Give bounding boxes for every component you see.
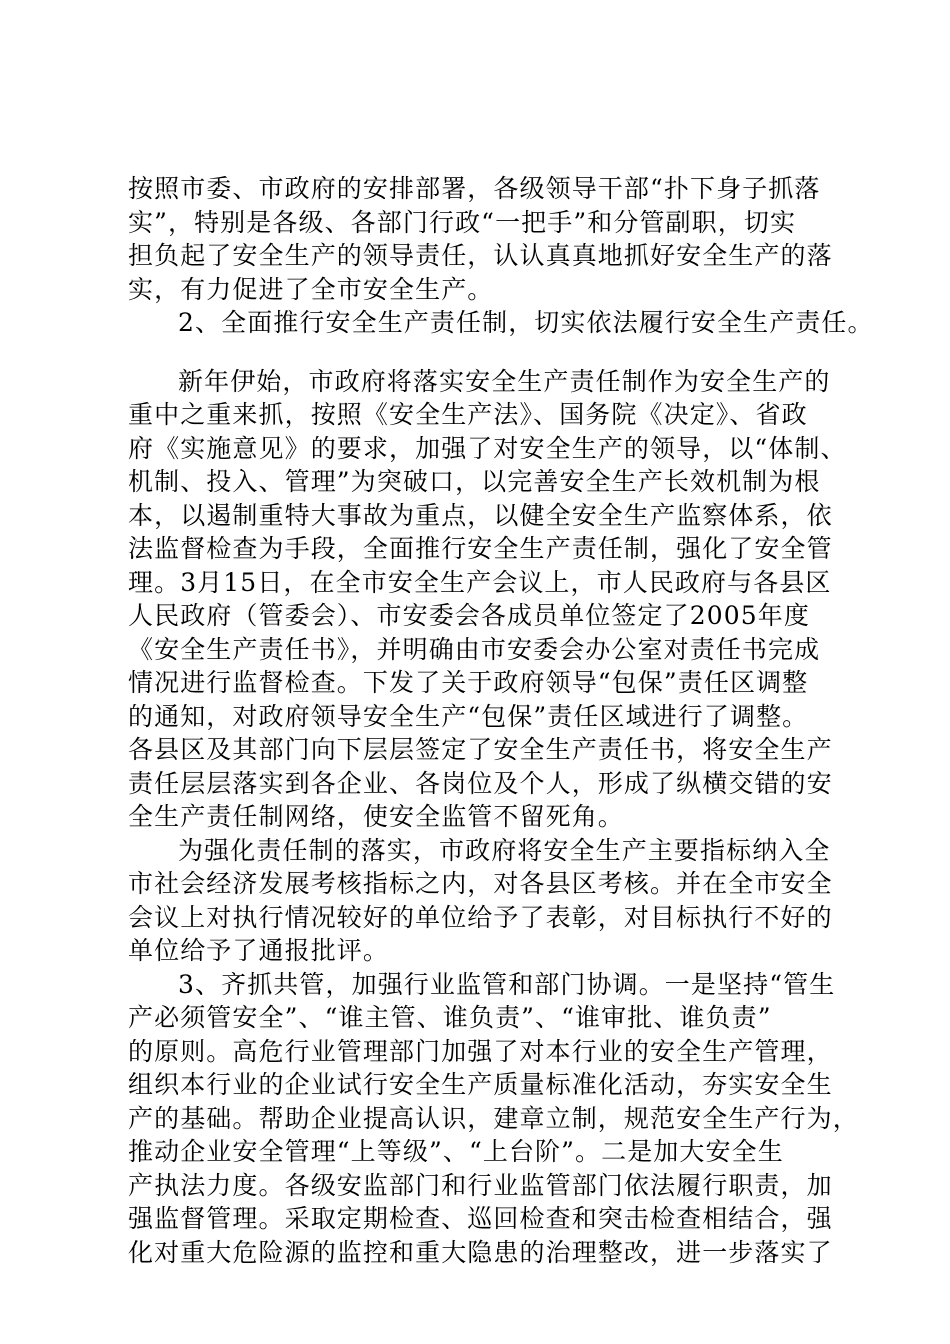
text-line: 会议上对执行情况较好的单位给予了表彰，对目标执行不好的 [128, 902, 833, 932]
text-line: 担负起了安全生产的领导责任，认认真真地抓好安全生产的落 [128, 241, 833, 270]
text-line: 产执法力度。各级安监部门和行业监管部门依法履行职责，加 [128, 1170, 833, 1200]
text-line: 全生产责任制网络，使安全监管不留死角。 [128, 802, 624, 831]
document-body [128, 172, 874, 1269]
text-line: 组织本行业的企业试行安全生产质量标准化活动，夯实安全生 [128, 1070, 833, 1099]
text-line: 推动企业安全管理“上等级”、“上台阶”。二是加大安全生 [128, 1137, 784, 1166]
text-line: 府《实施意见》的要求，加强了对安全生产的领导，以“体制、 [128, 433, 847, 463]
text-line: 按照市委、市政府的安排部署，各级领导干部“扑下身子抓落 [128, 174, 821, 203]
text-line: 化对重大危险源的监控和重大隐患的治理整改，进一步落实了 [128, 1237, 833, 1267]
text-line: 本，以遏制重特大事故为重点，以健全安全生产监察体系，依 [128, 500, 833, 530]
paragraph-gap [128, 340, 858, 365]
text-line: 实，有力促进了全市安全生产。 [128, 274, 494, 304]
text-line: 强监督管理。采取定期检查、巡回检查和突击检查相结合，强 [128, 1204, 833, 1233]
text-line: 情况进行监督检查。下发了关于政府领导“包保”责任区调整 [128, 668, 809, 697]
text-line: 市社会经济发展考核指标之内，对各县区考核。并在全市安全 [128, 869, 833, 898]
text-line: 人民政府（管委会）、市安委会各成员单位签定了2005年度 [128, 601, 810, 630]
text-line: 的通知，对政府领导安全生产“包保”责任区域进行了调整。 [128, 701, 809, 731]
text-line: 法监督检查为手段，全面推行安全生产责任制，强化了安全管 [128, 534, 833, 563]
text-line: 《安全生产责任书》，并明确由市安委会办公室对责任书完成 [128, 634, 821, 664]
text-line: 新年伊始，市政府将落实安全生产责任制作为安全生产的 [178, 366, 831, 396]
text-line: 产必须管安全”、“谁主管、谁负责”、“谁审批、谁负责” [128, 1003, 772, 1032]
text-line: 实”，特别是各级、各部门行政“一把手”和分管副职，切实 [128, 207, 797, 237]
text-line: 单位给予了通报批评。 [128, 936, 390, 965]
text-line: 重中之重来抓，按照《安全生产法》、国务院《决定》、省政 [128, 400, 808, 429]
text-line: 产的基础。帮助企业提高认识，建章立制，规范安全生产行为， [128, 1103, 859, 1133]
text-line: 机制、投入、管理”为突破口，以完善安全生产长效机制为根 [128, 467, 821, 496]
text-line: 理。3月15日，在全市安全生产会议上，市人民政府与各县区 [128, 567, 832, 597]
section-heading-3: 3、齐抓共管，加强行业监管和部门协调。一是坚持“管生 [178, 969, 836, 999]
text-line: 为强化责任制的落实，市政府将安全生产主要指标纳入全 [178, 835, 831, 865]
text-line: 的原则。高危行业管理部门加强了对本行业的安全生产管理， [128, 1036, 833, 1066]
section-heading-2: 2、全面推行安全生产责任制，切实依法履行安全生产责任。 [178, 308, 874, 337]
text-line: 各县区及其部门向下层层签定了安全生产责任书，将安全生产 [128, 735, 833, 764]
text-line: 责任层层落实到各企业、各岗位及个人，形成了纵横交错的安 [128, 768, 833, 798]
